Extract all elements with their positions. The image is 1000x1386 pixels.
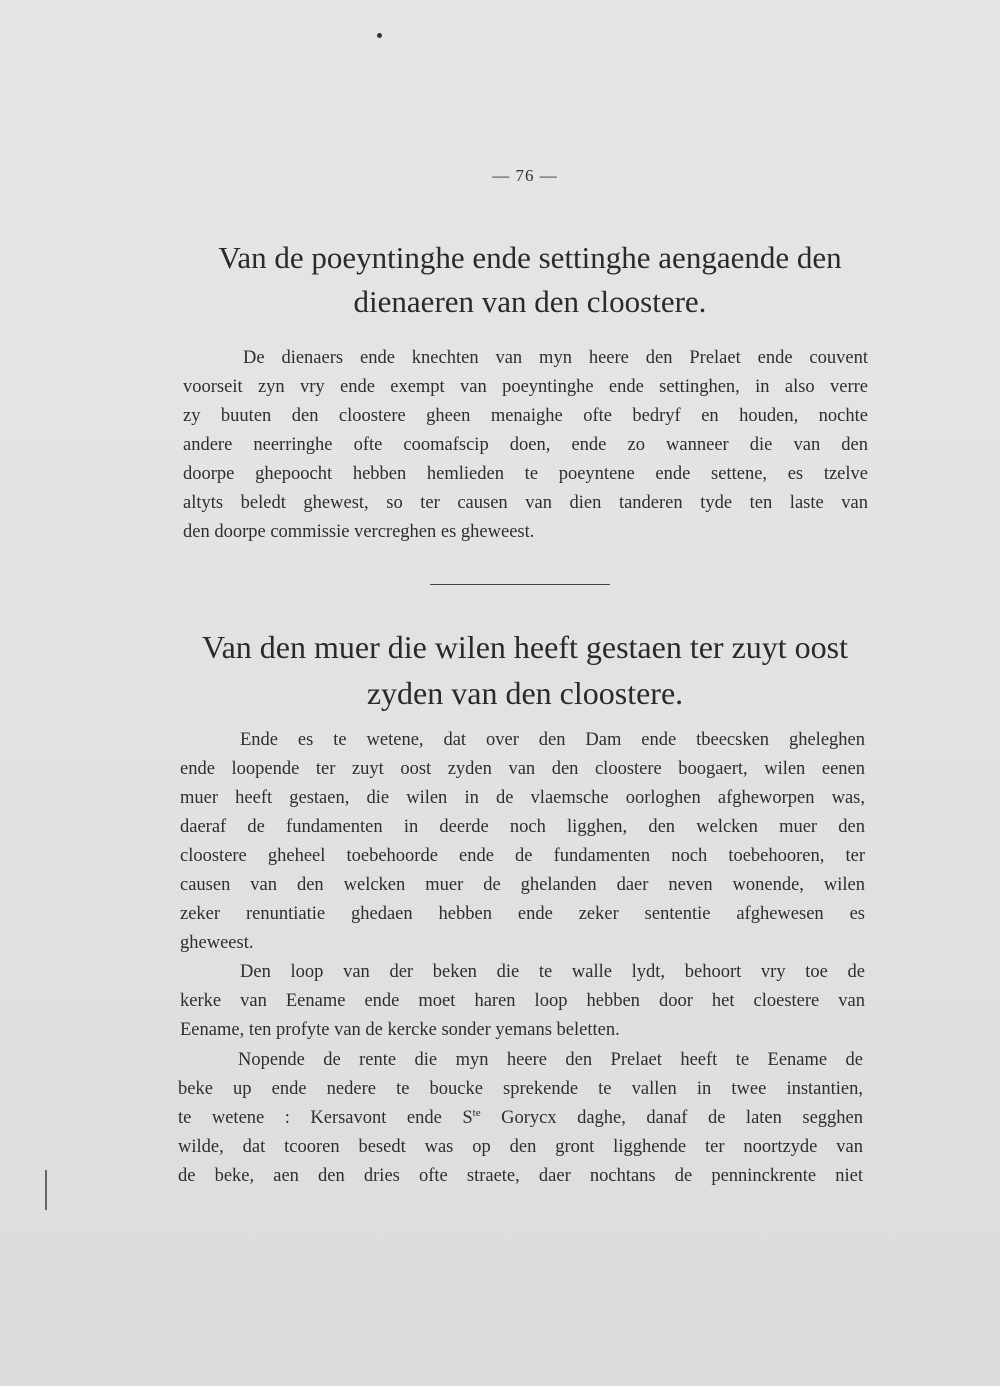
text-line: altyts beledt ghewest, so ter causen van dien tanderen tyde ten laste van bbox=[183, 493, 868, 513]
text-line bbox=[178, 1104, 863, 1133]
section-2-title-line: zyden van den cloostere. bbox=[366, 675, 684, 711]
text-line: De dienaers ende knechten van myn heere den Prelaet ende couvent bbox=[243, 348, 868, 368]
section-1-paragraph bbox=[183, 344, 868, 547]
text-line: Nopende de rente die myn heere den Prelaet heeft te Eename de bbox=[238, 1050, 863, 1070]
section-1-title bbox=[170, 236, 890, 324]
text-line: andere neerringhe ofte coomafscip doen, ende zo wanneer die van den bbox=[183, 435, 868, 455]
section-1-title-line: Van de poeyntinghe ende settinghe aengaende den bbox=[218, 240, 842, 275]
text-line: ende loopende ter zuyt oost zyden van den cloostere boogaert, wilen eenen bbox=[180, 759, 865, 779]
text-line: Eename, ten profyte van de kercke sonder yemans beletten. bbox=[180, 1020, 620, 1040]
margin-mark bbox=[45, 1170, 47, 1210]
section-1-title-line: dienaeren van den cloostere. bbox=[353, 284, 707, 319]
text-segment: te wetene : Kersavont ende S bbox=[178, 1108, 473, 1128]
section-2-paragraph-3 bbox=[178, 1046, 863, 1191]
text-line: doorpe ghepoocht hebben hemlieden te poeyntene ende settene, es tzelve bbox=[183, 464, 868, 484]
page-number: — 76 — bbox=[492, 166, 558, 185]
text-line: den doorpe commissie vercreghen es gheweest. bbox=[183, 522, 535, 542]
text-line: Den loop van der beken die te walle lydt, behoort vry toe de bbox=[240, 962, 865, 982]
section-2-title bbox=[160, 624, 890, 716]
text-line: de beke, aen den dries ofte straete, daer nochtans de penninckrente niet bbox=[178, 1166, 863, 1186]
text-line: muer heeft gestaen, die wilen in de vlaemsche oorloghen afgheworpen was, bbox=[180, 788, 865, 808]
text-line: kerke van Eename ende moet haren loop hebben door het cloestere van bbox=[180, 991, 865, 1011]
text-line: zeker renuntiatie ghedaen hebben ende zeker sententie afghewesen es bbox=[180, 904, 865, 924]
text-line: beke up ende nedere te boucke sprekende te vallen in twee instantien, bbox=[178, 1079, 863, 1099]
section-2-paragraph-1 bbox=[180, 726, 865, 958]
ink-speck bbox=[377, 33, 382, 38]
text-line: Ende es te wetene, dat over den Dam ende tbeecsken gheleghen bbox=[240, 730, 865, 750]
text-line: gheweest. bbox=[180, 933, 254, 953]
section-2-title-line: Van den muer die wilen heeft gestaen ter zuyt oost bbox=[202, 629, 848, 665]
text-line: daeraf de fundamenten in deerde noch ligghen, den welcken muer den bbox=[180, 817, 865, 837]
section-2-paragraph-2 bbox=[180, 958, 865, 1045]
text-line: causen van den welcken muer de ghelanden daer neven wonende, wilen bbox=[180, 875, 865, 895]
superscript: te bbox=[472, 1106, 481, 1119]
text-line: voorseit zyn vry ende exempt van poeyntinghe ende settinghen, in also verre bbox=[183, 377, 868, 397]
text-line: wilde, dat tcooren besedt was op den gront ligghende ter noortzyde van bbox=[178, 1137, 863, 1157]
text-segment: Gorycx daghe, danaf de laten segghen bbox=[480, 1108, 863, 1128]
text-line: cloostere gheheel toebehoorde ende de fundamenten noch toebehooren, ter bbox=[180, 846, 865, 866]
section-divider bbox=[430, 584, 610, 585]
text-line: zy buuten den cloostere gheen menaighe ofte bedryf en houden, nochte bbox=[183, 406, 868, 426]
